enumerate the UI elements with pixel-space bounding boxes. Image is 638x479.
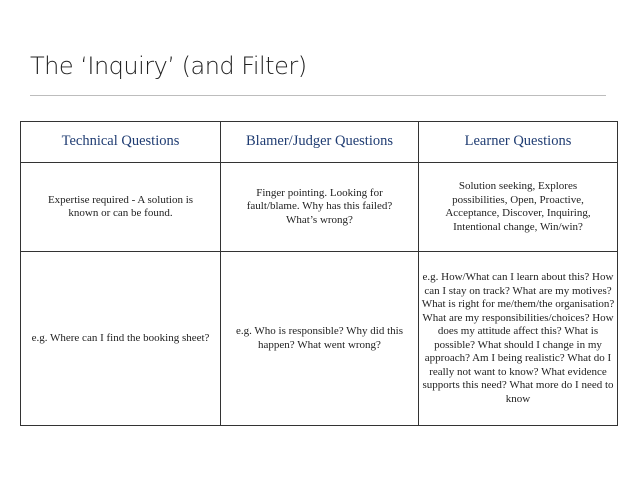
learner-example-cell: e.g. How/What can I learn about this? How can I stay on track? What are my motives? What is right for me/them/the organisation? What are my responsibilities/choices? How does my attitude affect this? What is possible? What should I change in my approach? Am I being realistic? What do I really not want to know? What evidence supports this need? What more do I need to know (419, 252, 618, 426)
learner-description-cell: Solution seeking, Explores possibilities, Open, Proactive, Acceptance, Discover, Inquiring, Intentional change, Win/win? (419, 163, 618, 252)
title-divider (30, 95, 606, 96)
example-row (21, 252, 618, 426)
blamer-description-cell: Finger pointing. Looking for fault/blame. Why has this failed? What’s wrong? (221, 163, 419, 252)
header-blamer-judger-questions: Blamer/Judger Questions (221, 122, 419, 163)
header-technical-questions: Technical Questions (21, 122, 221, 163)
header-row (21, 122, 618, 163)
header-learner-questions: Learner Questions (419, 122, 618, 163)
blamer-example-cell: e.g. Who is responsible? Why did this happen? What went wrong? (221, 252, 419, 426)
description-row (21, 163, 618, 252)
technical-description-cell: Expertise required - A solution is known or can be found. (21, 163, 221, 252)
technical-example-cell: e.g. Where can I find the booking sheet? (21, 252, 221, 426)
slide-title: The ‘Inquiry’ (and Filter) (30, 52, 307, 80)
inquiry-table (20, 121, 618, 426)
